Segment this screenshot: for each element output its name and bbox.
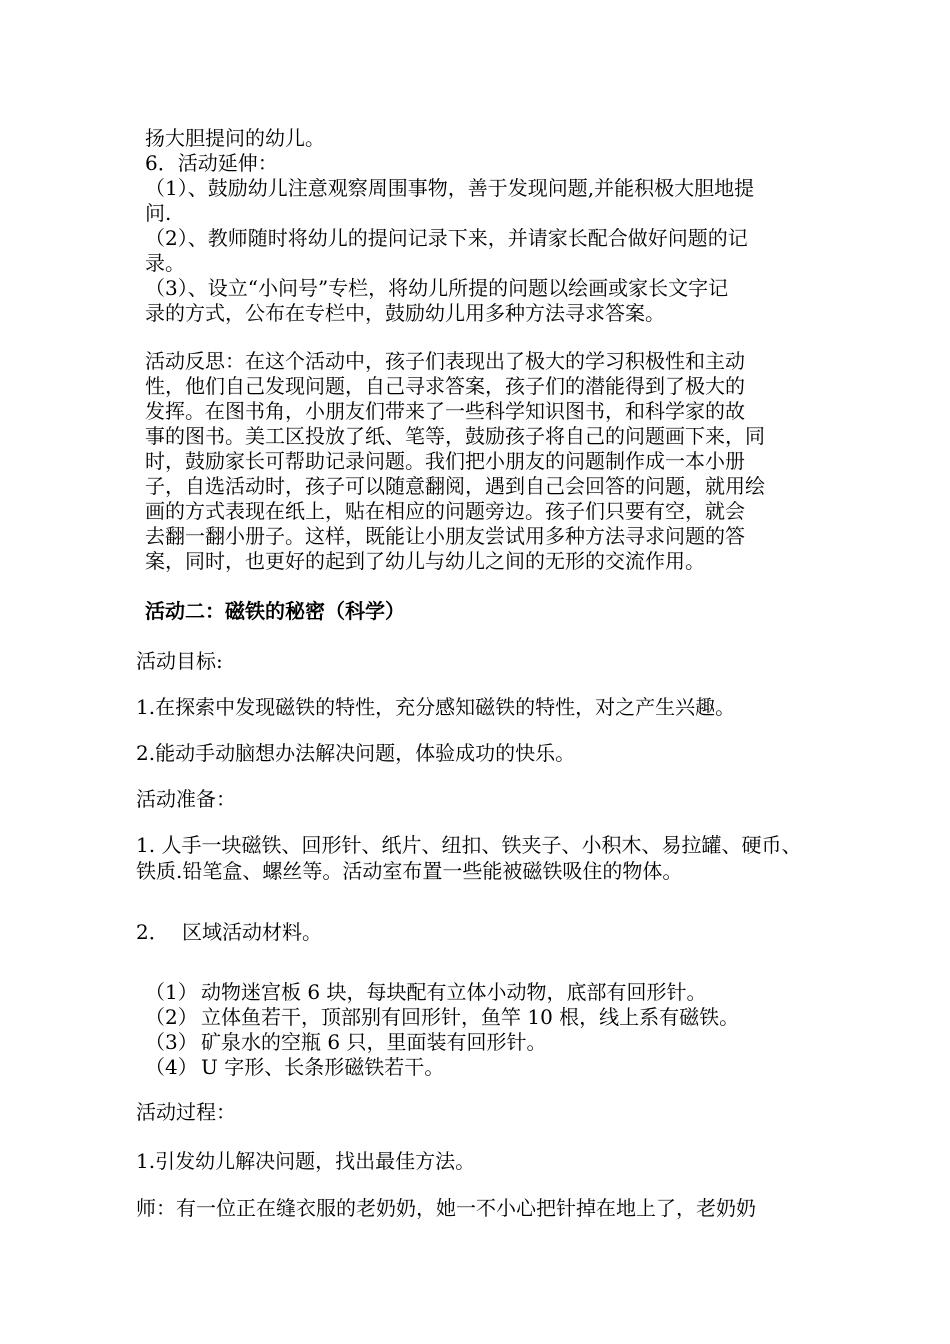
reflection-line: 发挥。在图书角，小朋友们带来了一些科学知识图书，和科学家的故	[145, 399, 745, 423]
prep-label: 活动准备：	[136, 787, 236, 811]
section-heading-extension: 6．活动延伸：	[145, 151, 278, 175]
material-text: U 字形、长条形磁铁若干。	[201, 1055, 445, 1079]
prep-item: 1. 人手一块磁铁、回形针、纸片、纽扣、铁夹子、小积木、易拉罐、硬币、	[136, 833, 802, 857]
material-number: （3）	[145, 1030, 198, 1054]
material-number: （4）	[145, 1055, 198, 1079]
goal-item: 2.能动手动脑想办法解决问题，体验成功的快乐。	[136, 741, 576, 765]
material-text: 矿泉水的空瓶 6 只，里面装有回形针。	[201, 1030, 547, 1054]
process-item: 1.引发幼儿解决问题，找出最佳方法。	[136, 1149, 476, 1173]
prep-item-text: 区域活动材料。	[182, 920, 322, 944]
material-number: （1）	[145, 980, 198, 1004]
material-item	[145, 1030, 546, 1054]
reflection-line: 子，自选活动时，孩子可以随意翻阅，遇到自己会回答的问题，就用绘	[145, 474, 765, 498]
text-line: 录。	[145, 251, 185, 275]
reflection-line: 活动反思：在这个活动中，孩子们表现出了极大的学习积极性和主动	[145, 349, 745, 373]
text-line: 扬大胆提问的幼儿。	[145, 126, 325, 150]
reflection-line: 事的图书。美工区投放了纸、笔等，鼓励孩子将自己的问题画下来，同	[145, 424, 765, 448]
material-text: 立体鱼若干，顶部别有回形针，鱼竿 10 根，线上系有磁铁。	[201, 1005, 740, 1029]
reflection-line: 画的方式表现在纸上，贴在相应的问题旁边。孩子们只要有空，就会	[145, 499, 745, 523]
reflection-line: 案，同时，也更好的起到了幼儿与幼儿之间的无形的交流作用。	[145, 549, 705, 573]
text-line: （1）、鼓励幼儿注意观察周围事物，善于发现问题,并能积极大胆地提	[145, 176, 755, 200]
goals-label: 活动目标:	[136, 649, 223, 673]
reflection-line: 性，他们自己发现问题，自己寻求答案，孩子们的潜能得到了极大的	[145, 374, 745, 398]
teacher-line: 师：有一位正在缝衣服的老奶奶，她一不小心把针掉在地上了，老奶奶	[136, 1196, 756, 1220]
process-label: 活动过程：	[136, 1100, 236, 1124]
text-line: 问.	[145, 201, 172, 225]
goal-item: 1.在探索中发现磁铁的特性，充分感知磁铁的特性，对之产生兴趣。	[136, 695, 736, 719]
text-line: （2）、教师随时将幼儿的提问记录下来，并请家长配合做好问题的记	[145, 226, 748, 250]
material-text: 动物迷宫板 6 块，每块配有立体小动物，底部有回形针。	[201, 980, 707, 1004]
prep-item-continued: 铁质.铅笔盒、螺丝等。活动室布置一些能被磁铁吸住的物体。	[136, 859, 683, 883]
material-number: （2）	[145, 1005, 198, 1029]
prep-item-2	[136, 920, 322, 944]
text-line: 录的方式，公布在专栏中，鼓励幼儿用多种方法寻求答案。	[145, 301, 665, 325]
reflection-line: 时，鼓励家长可帮助记录问题。我们把小朋友的问题制作成一本小册	[145, 449, 745, 473]
material-item	[145, 1005, 739, 1029]
text-line: （3）、设立“小问号”专栏，将幼儿所提的问题以绘画或家长文字记	[145, 276, 729, 300]
prep-item-number: 2．	[136, 920, 169, 944]
material-item	[145, 980, 706, 1004]
activity-heading: 活动二：磁铁的秘密（科学）	[145, 599, 405, 623]
material-item	[145, 1055, 444, 1079]
reflection-line: 去翻一翻小册子。这样，既能让小朋友尝试用多种方法寻求问题的答	[145, 524, 745, 548]
